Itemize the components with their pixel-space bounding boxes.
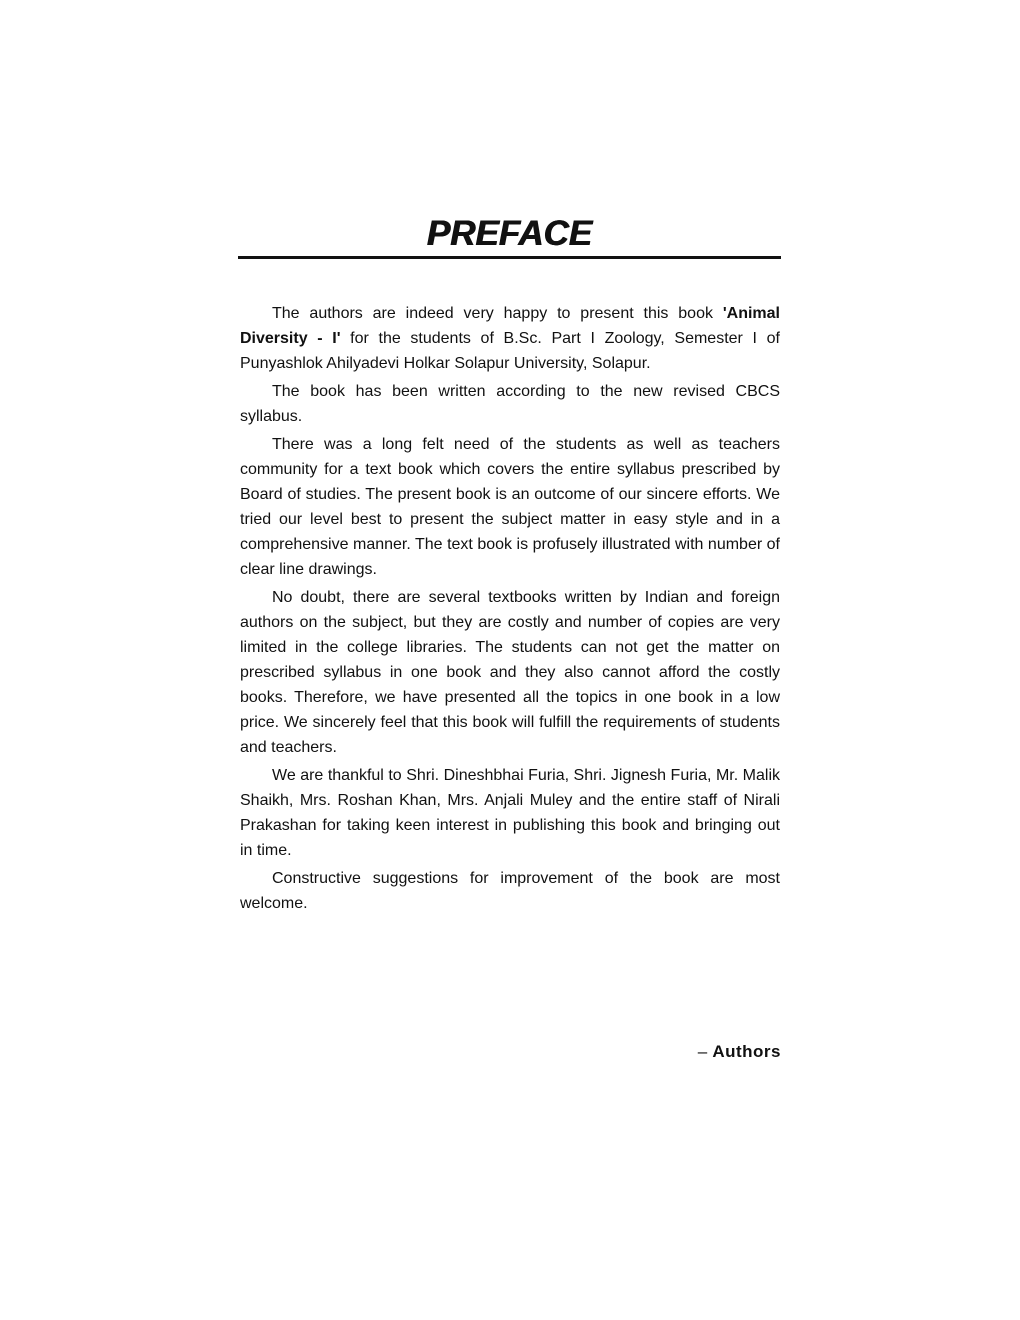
authors-signature — [238, 1040, 781, 1064]
signature-name: Authors — [712, 1042, 781, 1061]
paragraph-intro — [238, 301, 781, 376]
book-title: 'Animal Diversity - I' — [240, 305, 780, 347]
paragraph-thanks: We are thankful to Shri. Dineshbhai Furia, Shri. Jignesh Furia, Mr. Malik Shaikh, Mrs. Roshan Khan, Mrs. Anjali Muley and the entire staff of Nirali Prakashan for taking keen interest in publishing this book and bringing out in time. — [240, 767, 780, 859]
paragraph-intro-rest: for the students of B.Sc. Part I Zoology, Semester I of Punyashlok Ahilyadevi Holkar Solapur University, Solapur. — [240, 330, 780, 372]
paragraph-intro-lead: The authors are indeed very happy to present this book — [272, 305, 723, 322]
paragraph-textbooks: No doubt, there are several textbooks written by Indian and foreign authors on the subject, but they are costly and number of copies are very limited in the college libraries. The students can not get the matter on prescribed syllabus in one book and they also cannot afford the costly books. Therefore, we have presented all the topics in one book in a low price. We sincerely feel that this book will fulfill the requirements of students and teachers. — [240, 589, 780, 756]
paragraph-need: There was a long felt need of the students as well as teachers community for a text book which covers the entire syllabus prescribed by Board of studies. The present book is an outcome of our sincere efforts. We tried our level best to present the subject matter in easy style and in a comprehensive manner. The text book is profusely illustrated with number of clear line drawings. — [240, 436, 780, 578]
title-underline — [238, 256, 781, 259]
signature-dash: – — [697, 1042, 708, 1061]
preface-page — [238, 210, 781, 919]
paragraph-syllabus: The book has been written according to the new revised CBCS syllabus. — [240, 383, 780, 425]
paragraph-suggestions: Constructive suggestions for improvement of the book are most welcome. — [240, 870, 780, 912]
preface-body — [238, 301, 781, 916]
page-title: PREFACE — [426, 214, 593, 253]
